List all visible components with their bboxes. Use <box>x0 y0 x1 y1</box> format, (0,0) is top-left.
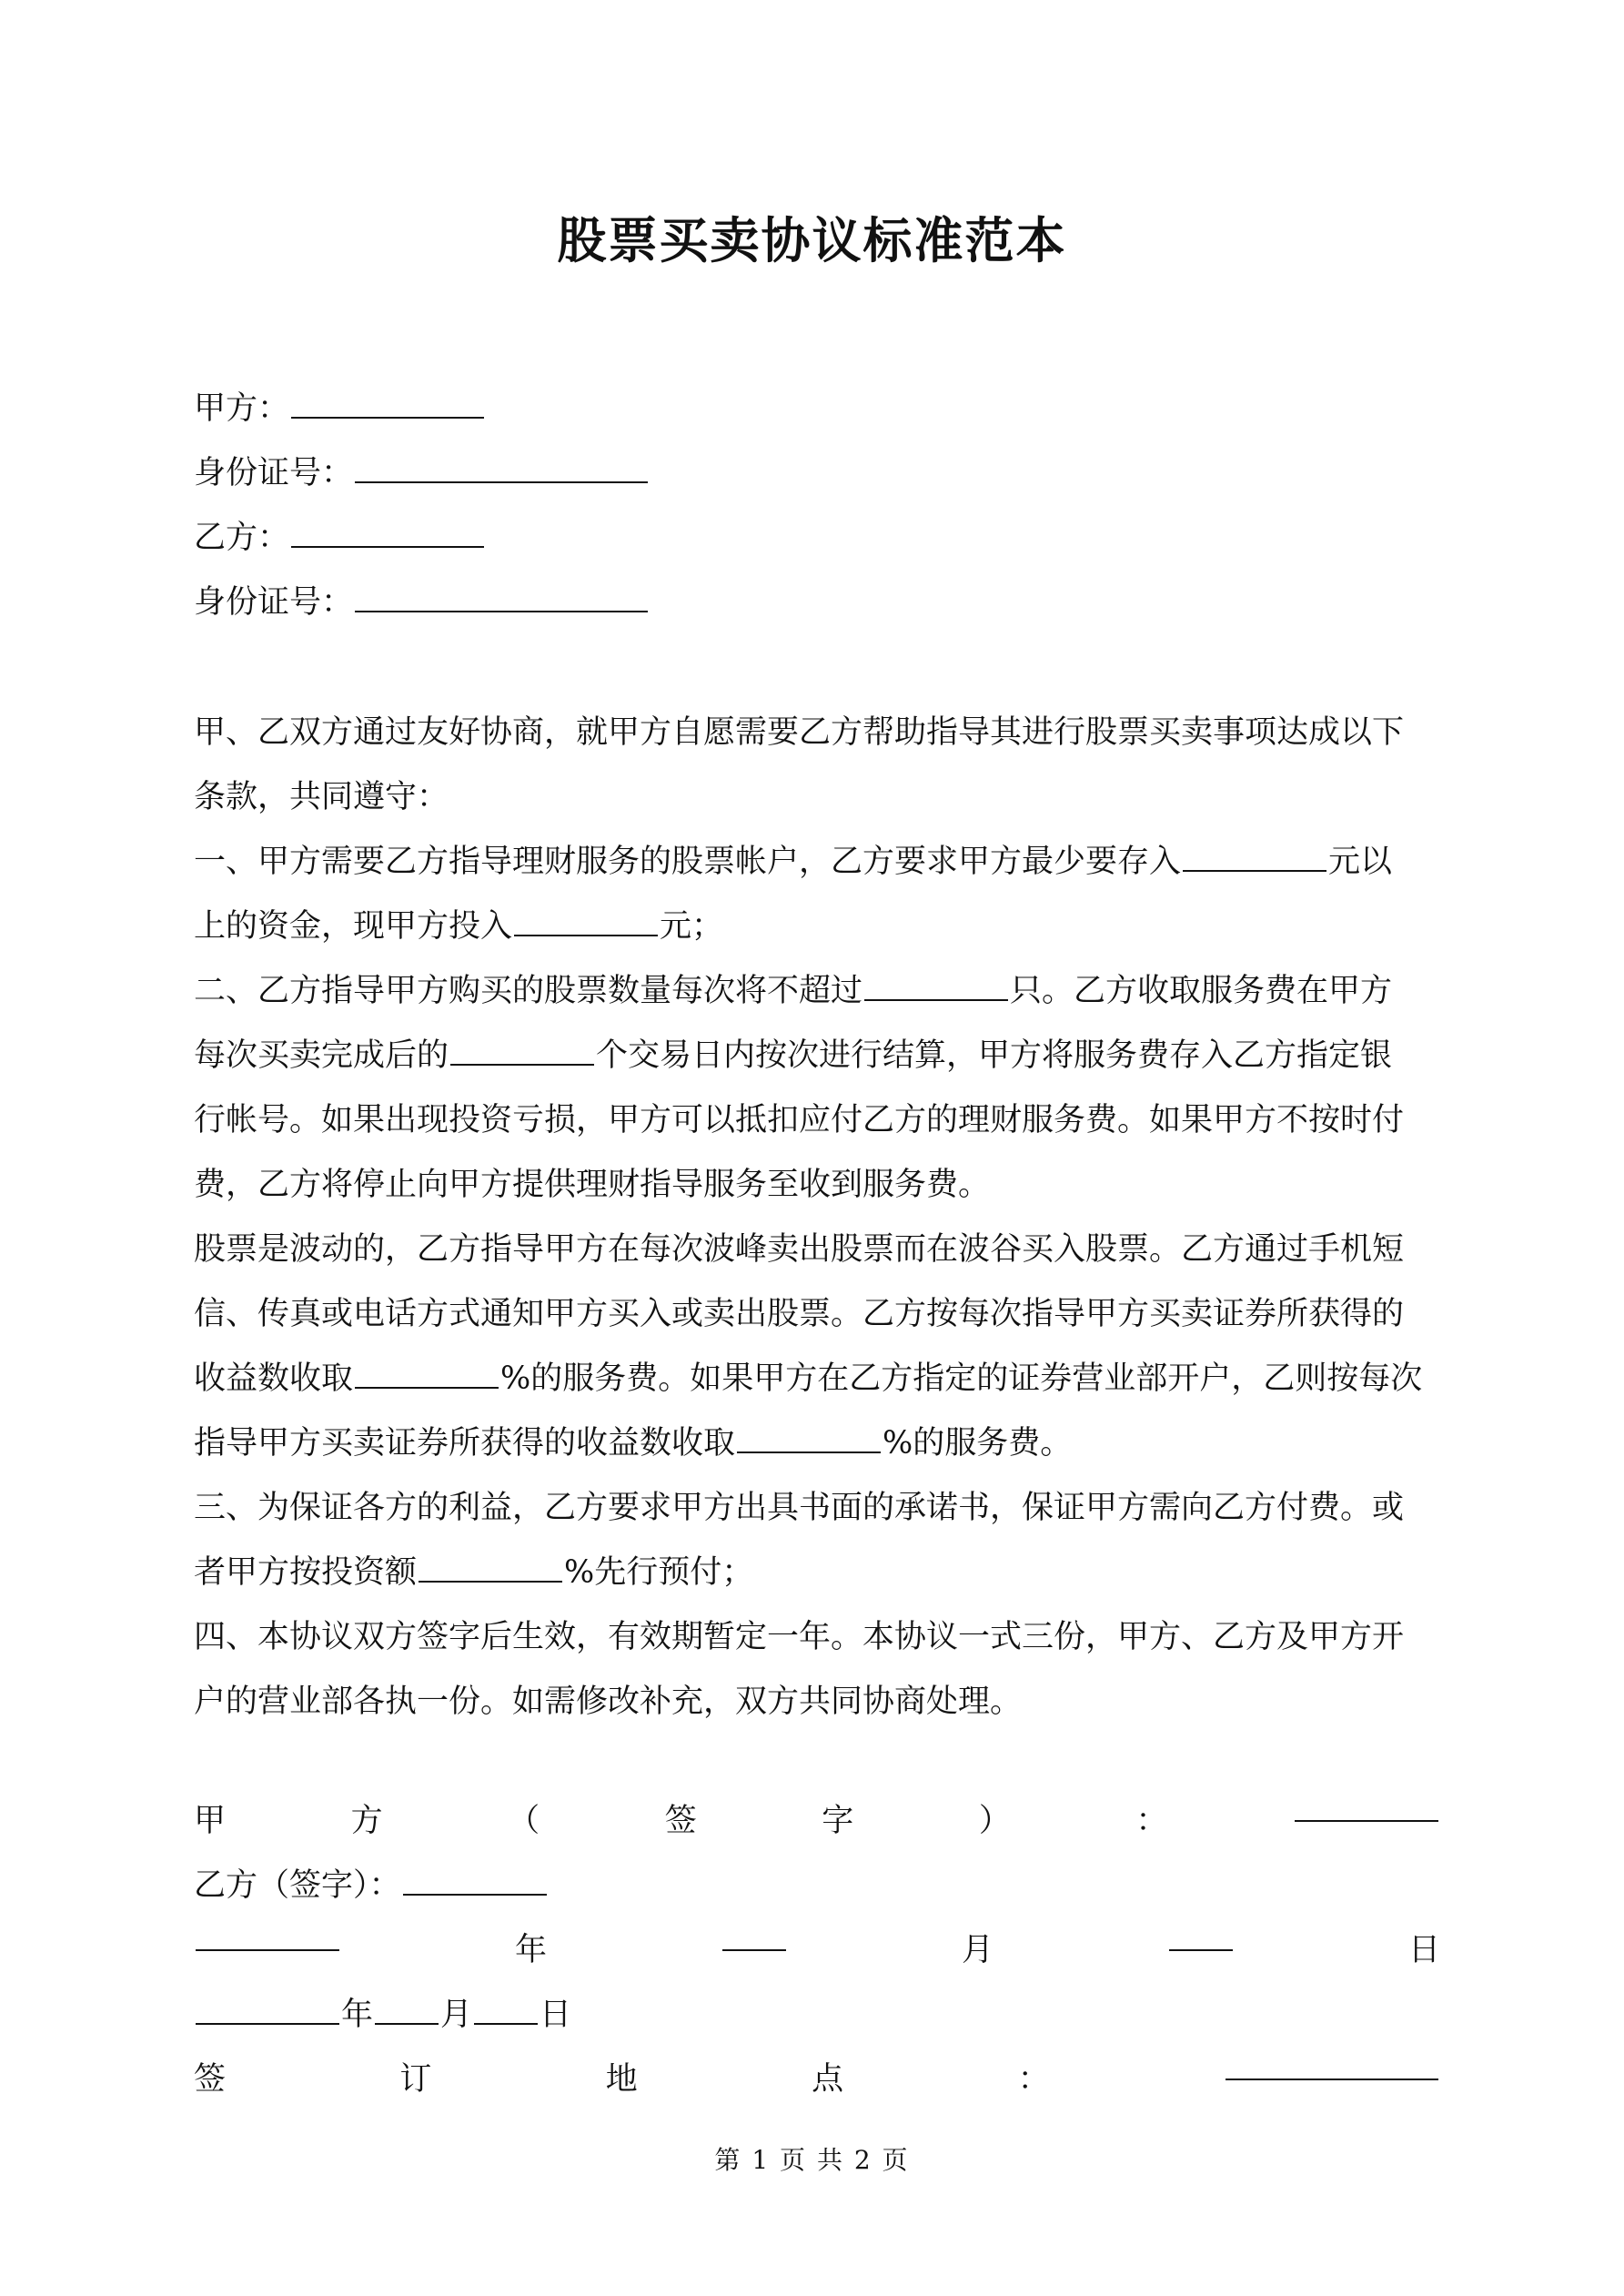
party-b-label: 乙方： <box>194 520 290 556</box>
clause-1-text-d: 元； <box>660 908 724 945</box>
agreement-body <box>194 701 1440 1735</box>
sig-a-char: 方 <box>350 1803 383 1839</box>
signing-place-blank <box>1226 2048 1438 2080</box>
page-footer: 第 1 页 共 2 页 <box>714 2145 910 2175</box>
party-info-block <box>194 377 1440 635</box>
sig-a-char: （ <box>508 1803 540 1839</box>
clause-2-text-c: 每次买卖完成后的 <box>194 1037 449 1074</box>
wave-line-2: 信、传真或电话方式通知甲方买入或卖出股票。乙方按每次指导甲方买卖证券所获得的 <box>194 1296 1405 1332</box>
party-a-id-label: 身份证号： <box>194 455 354 491</box>
party-b-line <box>194 506 1440 571</box>
date-a-month-label: 月 <box>961 1932 994 1968</box>
clause-1-text-a: 一、甲方需要乙方指导理财服务的股票帐户，乙方要求甲方最少要存入 <box>194 844 1182 880</box>
clause-1-text-b: 元以 <box>1328 844 1393 880</box>
place-char: 地 <box>605 2061 638 2098</box>
clause-1-line-1 <box>194 830 1440 895</box>
clause-3-line-1: 三、为保证各方的利益，乙方要求甲方出具书面的承诺书，保证甲方需向乙方付费。或 <box>194 1490 1405 1526</box>
clause-4-line-2: 户的营业部各执一份。如需修改补充，双方共同协商处理。 <box>194 1684 1023 1720</box>
clause-3-text-a: 者甲方按投资额 <box>194 1554 418 1591</box>
date-a-day-label: 日 <box>1407 1932 1440 1968</box>
place-char: 订 <box>399 2061 432 2098</box>
clause-2-line-1 <box>194 959 1440 1024</box>
party-b-id-blank <box>355 580 648 612</box>
fee-percent-blank-1 <box>355 1356 499 1389</box>
wave-text-b: %的服务费。如果甲方在乙方指定的证券营业部开户，乙则按每次 <box>500 1360 1423 1397</box>
wave-text-d: %的服务费。 <box>883 1425 1073 1462</box>
investment-blank <box>514 904 658 936</box>
place-char: 点 <box>812 2061 844 2098</box>
clause-3-text-b: %先行预付； <box>564 1554 754 1591</box>
place-char: ： <box>1017 2061 1050 2098</box>
sig-a-char: 签 <box>664 1803 697 1839</box>
date-b-year-label: 年 <box>341 1997 374 2033</box>
clause-1-line-2 <box>194 895 1440 959</box>
clause-4-line-1: 四、本协议双方签字后生效，有效期暂定一年。本协议一式三份，甲方、乙方及甲方开 <box>194 1619 1405 1655</box>
document-title: 股票买卖协议标准范本 <box>557 211 1067 269</box>
clause-2-text-a: 二、乙方指导甲方购买的股票数量每次将不超过 <box>194 973 863 1009</box>
party-a-signature-blank <box>1295 1789 1438 1822</box>
date-b-day-blank <box>474 1992 538 2025</box>
settlement-days-blank <box>450 1033 594 1066</box>
date-b-day-label: 日 <box>540 1997 572 2033</box>
party-a-id-blank <box>355 450 648 483</box>
party-b-blank <box>291 515 484 548</box>
party-a-id-line <box>194 441 1440 506</box>
party-a-signature-line <box>194 1789 1440 1854</box>
party-a-blank <box>291 386 484 419</box>
clause-2-text-d: 个交易日内按次进行结算，甲方将服务费存入乙方指定银 <box>596 1037 1393 1074</box>
clause-1-text-c: 上的资金，现甲方投入 <box>194 908 513 945</box>
date-a-month-blank <box>722 1918 786 1951</box>
sig-a-char: 甲 <box>194 1803 227 1839</box>
min-deposit-blank <box>1183 839 1326 872</box>
party-a-label: 甲方： <box>194 390 290 427</box>
place-char: 签 <box>194 2061 227 2098</box>
wave-line-4 <box>194 1411 1440 1476</box>
wave-text-c: 指导甲方买卖证券所获得的收益数收取 <box>194 1425 736 1462</box>
date-b-month-label: 月 <box>440 1997 473 2033</box>
signature-block <box>194 1789 1440 2112</box>
sig-a-char: 字 <box>822 1803 854 1839</box>
date-line-b <box>194 1983 1440 2048</box>
date-line-a <box>194 1918 1440 1983</box>
date-a-year-blank <box>196 1918 339 1951</box>
party-b-id-label: 身份证号： <box>194 584 354 621</box>
wave-text-a: 收益数收取 <box>194 1360 354 1397</box>
clause-2-line-2 <box>194 1024 1440 1088</box>
signing-place-line <box>194 2048 1440 2112</box>
date-a-year-label: 年 <box>514 1932 547 1968</box>
stock-quantity-blank <box>864 968 1008 1001</box>
date-a-day-blank <box>1169 1918 1233 1951</box>
prepay-percent-blank <box>419 1550 562 1583</box>
party-b-signature-blank <box>403 1863 547 1896</box>
clause-2-text-b: 只。乙方收取服务费在甲方 <box>1010 973 1393 1009</box>
party-b-signature-label: 乙方（签字）： <box>194 1867 401 1904</box>
intro-line-2: 条款，共同遵守： <box>194 779 449 815</box>
clause-2-line-3: 行帐号。如果出现投资亏损，甲方可以抵扣应付乙方的理财服务费。如果甲方不按时付 <box>194 1102 1405 1138</box>
clause-3-line-2 <box>194 1541 1440 1605</box>
fee-percent-blank-2 <box>737 1421 881 1453</box>
date-b-year-blank <box>196 1992 339 2025</box>
party-b-id-line <box>194 571 1440 635</box>
sig-a-char: ： <box>1135 1803 1168 1839</box>
party-b-signature-line <box>194 1854 1440 1918</box>
wave-line-1: 股票是波动的，乙方指导甲方在每次波峰卖出股票而在波谷买入股票。乙方通过手机短 <box>194 1231 1405 1268</box>
sig-a-char: ） <box>978 1803 1011 1839</box>
party-a-line <box>194 377 1440 441</box>
wave-line-3 <box>194 1347 1440 1411</box>
intro-line-1: 甲、乙双方通过友好协商，就甲方自愿需要乙方帮助指导其进行股票买卖事项达成以下 <box>194 714 1405 751</box>
date-b-month-blank <box>375 1992 439 2025</box>
clause-2-line-4: 费，乙方将停止向甲方提供理财指导服务至收到服务费。 <box>194 1167 991 1203</box>
